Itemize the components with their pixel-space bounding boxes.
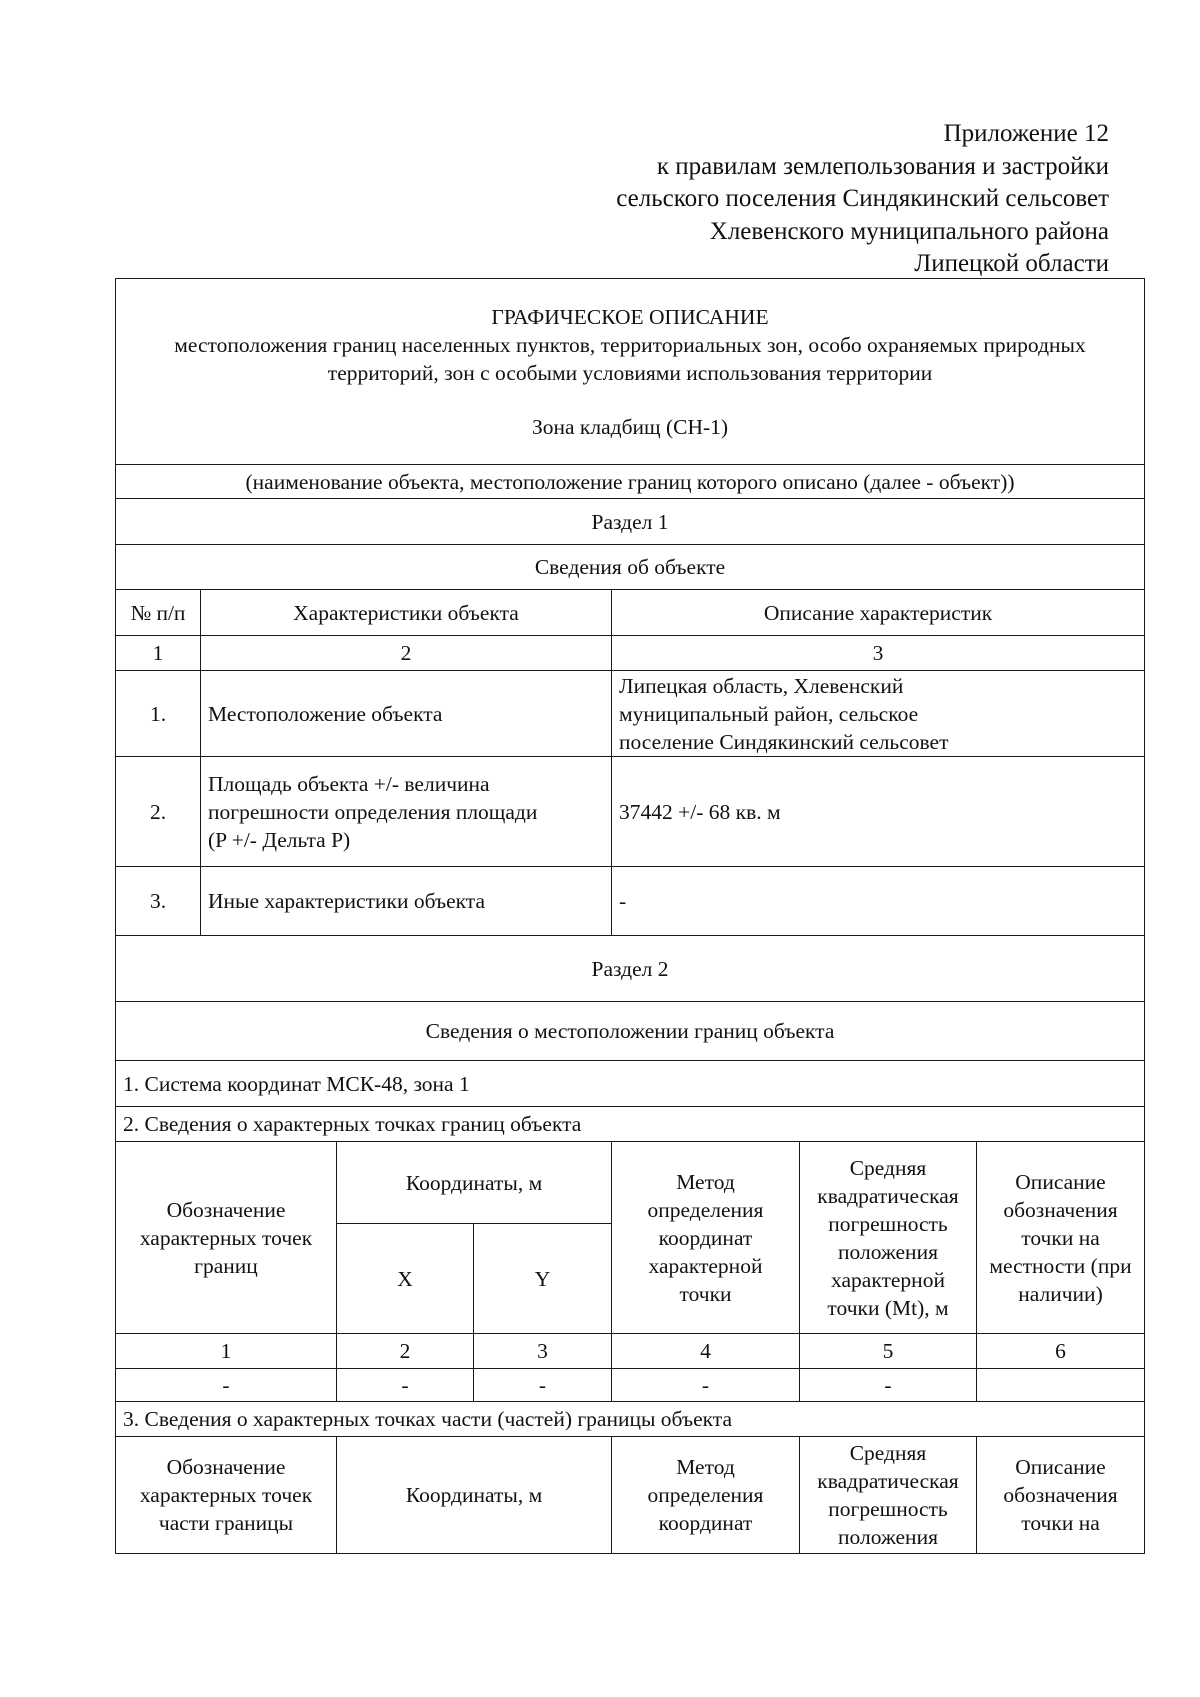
row-description (612, 671, 1145, 757)
header-line: точки на (1021, 1225, 1100, 1250)
header-line: точки (679, 1281, 732, 1306)
col-part-method (612, 1437, 800, 1554)
header-line: части границы (158, 1511, 294, 1535)
header-line: наличии) (1018, 1281, 1103, 1306)
column-header-description: Описание характеристик (612, 590, 1145, 636)
parts-heading: 3. Сведения о характерных точках части (частей) границы объекта (116, 1402, 1145, 1437)
column-number: 2 (201, 636, 612, 671)
description-line: поселение Синдякинский сельсовет (619, 729, 949, 754)
characteristic-line: (P +/- Дельта P) (208, 827, 351, 852)
header-line: положения (838, 1239, 938, 1264)
object-caption: (наименование объекта, местоположение границ которого описано (далее - объект)) (116, 465, 1145, 499)
document-header (616, 118, 1109, 281)
column-number: 1 (116, 1334, 337, 1369)
col-part-coordinates: Координаты, м (337, 1437, 612, 1554)
col-method (612, 1142, 800, 1334)
section-1-heading: Сведения об объекте (116, 545, 1145, 590)
col-part-point-designation (116, 1437, 337, 1554)
header-line: характерной (648, 1253, 763, 1278)
header-line: Обозначение (166, 1455, 286, 1479)
header-line: погрешность (828, 1211, 948, 1236)
header-line: Средняя (849, 1155, 927, 1180)
col-point-designation (116, 1142, 337, 1334)
header-line: местности (при (989, 1253, 1132, 1278)
header-line: Средняя (849, 1441, 927, 1465)
header-line: Обозначение (166, 1197, 286, 1222)
header-line: определения (647, 1483, 764, 1507)
row-characteristic: Местоположение объекта (201, 671, 612, 757)
header-line: сельского поселения Синдякинский сельсовет (616, 185, 1109, 212)
col-mean-square-error (800, 1142, 977, 1334)
row-description: - (612, 867, 1145, 936)
header-line: характерной (831, 1267, 945, 1292)
header-line: Липецкой области (914, 250, 1109, 277)
table-cell: - (116, 1369, 337, 1402)
header-line: Приложение 12 (943, 120, 1109, 147)
header-line: характерных точек (139, 1483, 313, 1507)
coordinate-system: 1. Система координат МСК-48, зона 1 (116, 1061, 1145, 1107)
table-row (116, 1369, 1145, 1402)
table-cell: - (337, 1369, 474, 1402)
document-title: ГРАФИЧЕСКОЕ ОПИСАНИЕ (491, 304, 769, 329)
header-line: Хлевенского муниципального района (709, 217, 1109, 245)
row-number: 1. (116, 671, 201, 757)
table-cell: - (474, 1369, 612, 1402)
description-line: муниципальный район, сельское (619, 701, 919, 726)
graphic-description-table (115, 278, 1145, 1554)
col-point-description (977, 1142, 1145, 1334)
header-line: определения (647, 1197, 764, 1222)
row-characteristic (201, 757, 612, 867)
characteristic-line: Площадь объекта +/- величина (208, 771, 490, 796)
table-row (116, 867, 1145, 936)
row-number: 3. (116, 867, 201, 936)
header-line: Метод (676, 1169, 735, 1194)
column-header-characteristics: Характеристики объекта (201, 590, 612, 636)
table-cell: - (800, 1369, 977, 1402)
col-part-point-description (977, 1437, 1145, 1554)
row-description: 37442 +/- 68 кв. м (612, 757, 1145, 867)
header-line: обозначения (1003, 1483, 1118, 1507)
row-number: 2. (116, 757, 201, 867)
col-part-mean-square-error (800, 1437, 977, 1554)
document-subtitle-line: местоположения границ населенных пунктов, территориальных зон, особо охраняемых природных (174, 332, 1086, 357)
section-1-label: Раздел 1 (116, 499, 1145, 545)
points-heading: 2. Сведения о характерных точках границ объекта (116, 1107, 1145, 1142)
row-characteristic: Иные характеристики объекта (201, 867, 612, 936)
characteristic-line: погрешности определения площади (208, 799, 538, 824)
header-line: границ (194, 1253, 258, 1278)
col-y: Y (474, 1224, 612, 1334)
column-number: 3 (612, 636, 1145, 671)
header-line: координат (658, 1225, 753, 1250)
column-number: 3 (474, 1334, 612, 1369)
header-line: Описание (1015, 1455, 1106, 1479)
table-row (116, 671, 1145, 757)
col-coordinates: Координаты, м (337, 1142, 612, 1224)
header-line: квадратическая (817, 1183, 959, 1208)
column-number: 2 (337, 1334, 474, 1369)
header-line: характерных точек (139, 1225, 313, 1250)
object-name: Зона кладбищ (СН-1) (531, 414, 729, 439)
header-line: Описание (1015, 1169, 1106, 1194)
header-line: Метод (676, 1455, 735, 1479)
col-x: X (337, 1224, 474, 1334)
column-header-number: № п/п (116, 590, 201, 636)
table-row (116, 757, 1145, 867)
column-number: 4 (612, 1334, 800, 1369)
description-line: Липецкая область, Хлевенский (619, 673, 904, 698)
header-line: положения (838, 1525, 938, 1549)
section-2-label: Раздел 2 (116, 936, 1145, 1002)
column-number: 5 (800, 1334, 977, 1369)
column-number: 1 (116, 636, 201, 671)
header-line: обозначения (1003, 1197, 1118, 1222)
column-number: 6 (977, 1334, 1145, 1369)
table-cell (977, 1369, 1145, 1402)
table-cell: - (612, 1369, 800, 1402)
header-line: к правилам землепользования и застройки (656, 152, 1109, 180)
title-block (116, 279, 1145, 465)
header-line: координат (658, 1511, 753, 1535)
section-2-heading: Сведения о местоположении границ объекта (116, 1002, 1145, 1061)
header-line: точки (Mt), м (827, 1295, 949, 1320)
header-line: погрешность (828, 1497, 948, 1521)
header-line: точки на (1021, 1511, 1100, 1535)
document-subtitle-line: территорий, зон с особыми условиями использования территории (327, 360, 933, 385)
header-line: квадратическая (817, 1469, 959, 1493)
